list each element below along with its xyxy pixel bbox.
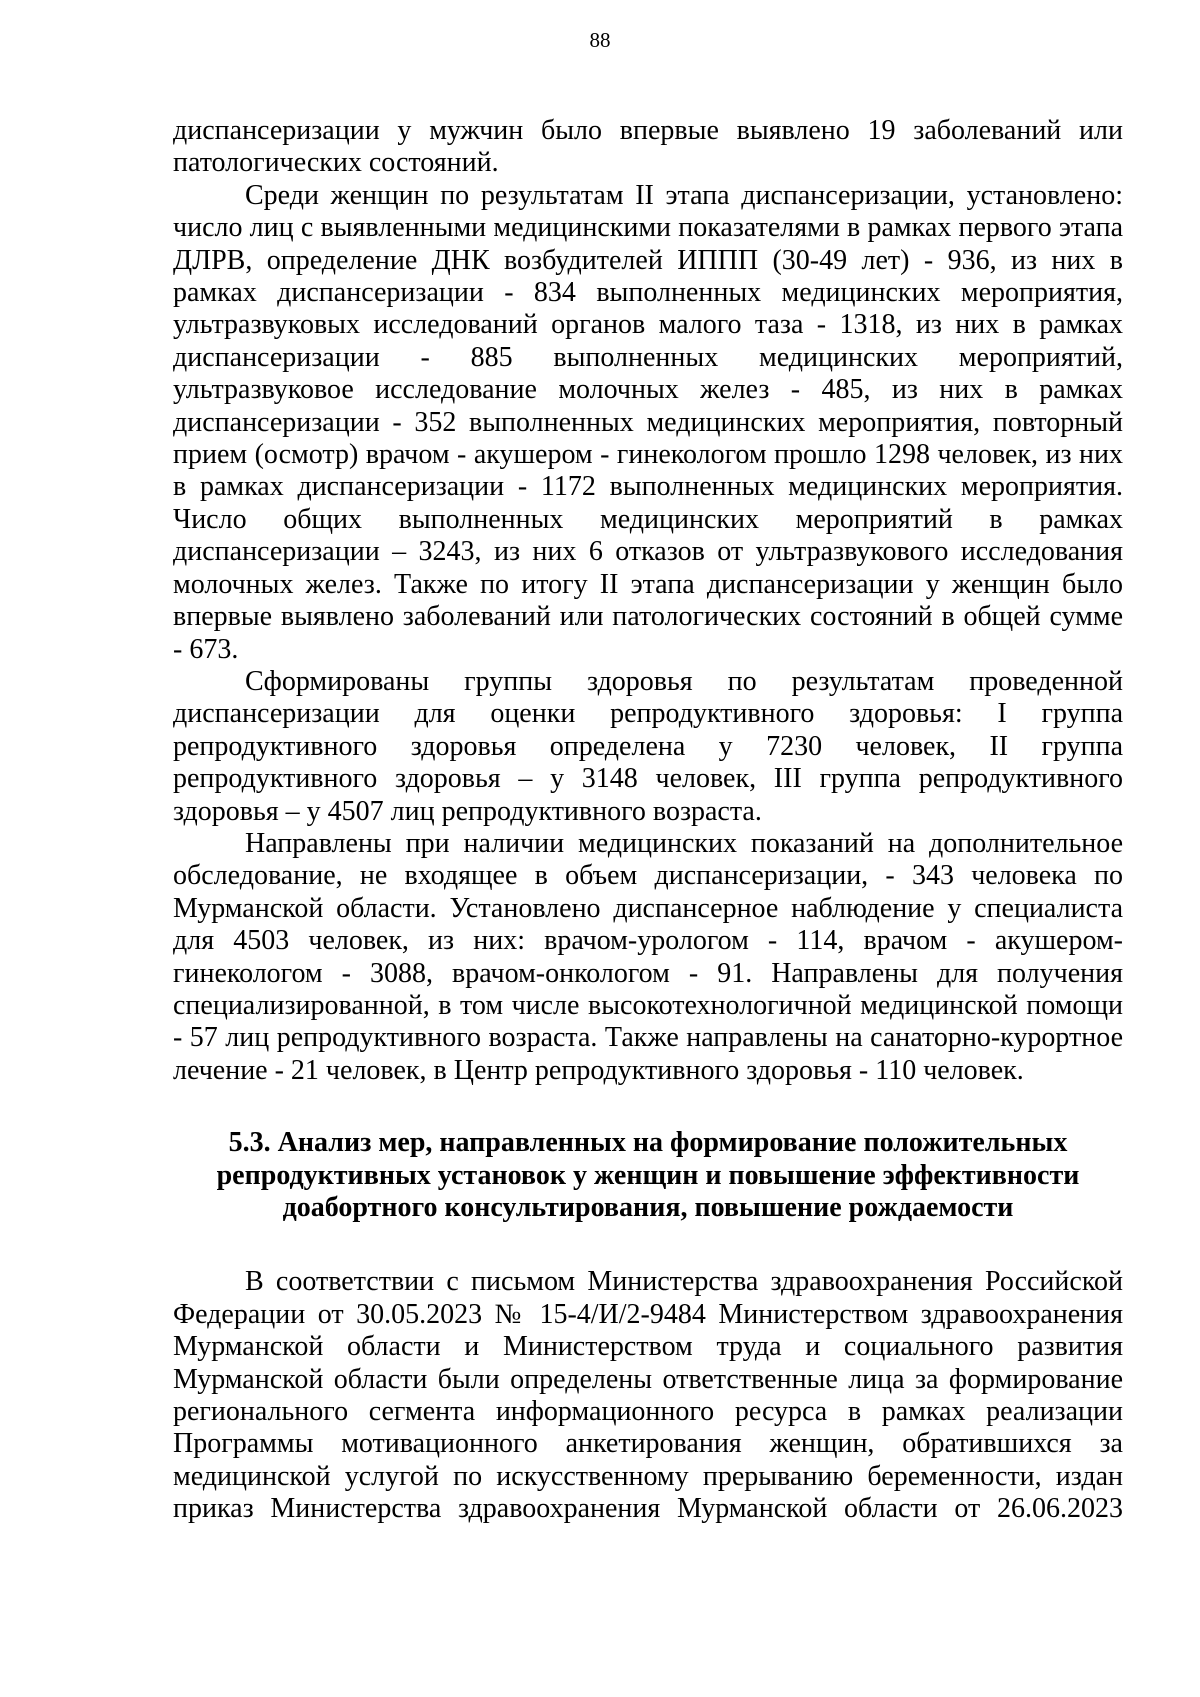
- section-heading: 5.3. Анализ мер, направленных на формирование положительных репродуктивных установок у женщин и повышение эффективности доабортного консультирования, повышение рождаемости: [216, 1127, 1080, 1223]
- paragraph-men-screening-continued: диспансеризации у мужчин было впервые выявлено 19 заболеваний или патологических состояний.: [173, 115, 1123, 179]
- paragraph-referrals: Направлены при наличии медицинских показаний на дополнительное обследование, не входящее в объем диспансеризации, - 343 человека по Мурманской области. Установлено диспансерное наблюдение у специалиста для 4503 человек, из них: врачом-урологом - 114, врачом - акушером-гинекологом - 3088, врачом-онкологом - 91. Направлены для получения специализированной, в том числе высокотехнологичной медицинской помощи - 57 лиц репродуктивного возраста. Также направлены на санаторно-курортное лечение - 21 человек, в Центр репродуктивного здоровья - 110 человек.: [173, 827, 1123, 1086]
- paragraph-health-groups: Сформированы группы здоровья по результатам проведенной диспансеризации для оценки репродуктивного здоровья: I группа репродуктивного здоровья определена у 7230 человек, II группа репродуктивного здоровья – у 3148 человек, III группа репродуктивного здоровья – у 4507 лиц репродуктивного возраста.: [173, 665, 1123, 827]
- paragraph-ministry-letter: В соответствии с письмом Министерства здравоохранения Российской Федерации от 30.05.2023 № 15-4/И/2-9484 Министерством здравоохранения Мурманской области и Министерством труда и социального развития Мурманской области были определены ответственные лица за формирование регионального сегмента информационного ресурса в рамках реализации Программы мотивационного анкетирования женщин, обратившихся за медицинской услугой по искусственному прерыванию беременности, издан приказ Министерства здравоохранения Мурманской области от 26.06.2023: [173, 1266, 1123, 1525]
- page-number: 88: [589, 28, 611, 52]
- document-body: [173, 115, 1123, 1526]
- paragraph-women-stage-two-results: Среди женщин по результатам II этапа диспансеризации, установлено: число лиц с выявленными медицинскими показателями в рамках первого этапа ДЛРВ, определение ДНК возбудителей ИППП (30-49 лет) - 936, из них в рамках диспансеризации - 834 выполненных медицинских мероприятия, ультразвуковых исследований органов малого таза - 1318, из них в рамках диспансеризации - 885 выполненных медицинских мероприятий, ультразвуковое исследование молочных желез - 485, из них в рамках диспансеризации - 352 выполненных медицинских мероприятия, повторный прием (осмотр) врачом - акушером - гинекологом прошло 1298 человек, из них в рамках диспансеризации - 1172 выполненных медицинских мероприятия. Число общих выполненных медицинских мероприятий в рамках диспансеризации – 3243, из них 6 отказов от ультразвукового исследования молочных желез. Также по итогу II этапа диспансеризации у женщин было впервые выявлено заболеваний или патологических состояний в общей сумме - 673.: [173, 179, 1123, 665]
